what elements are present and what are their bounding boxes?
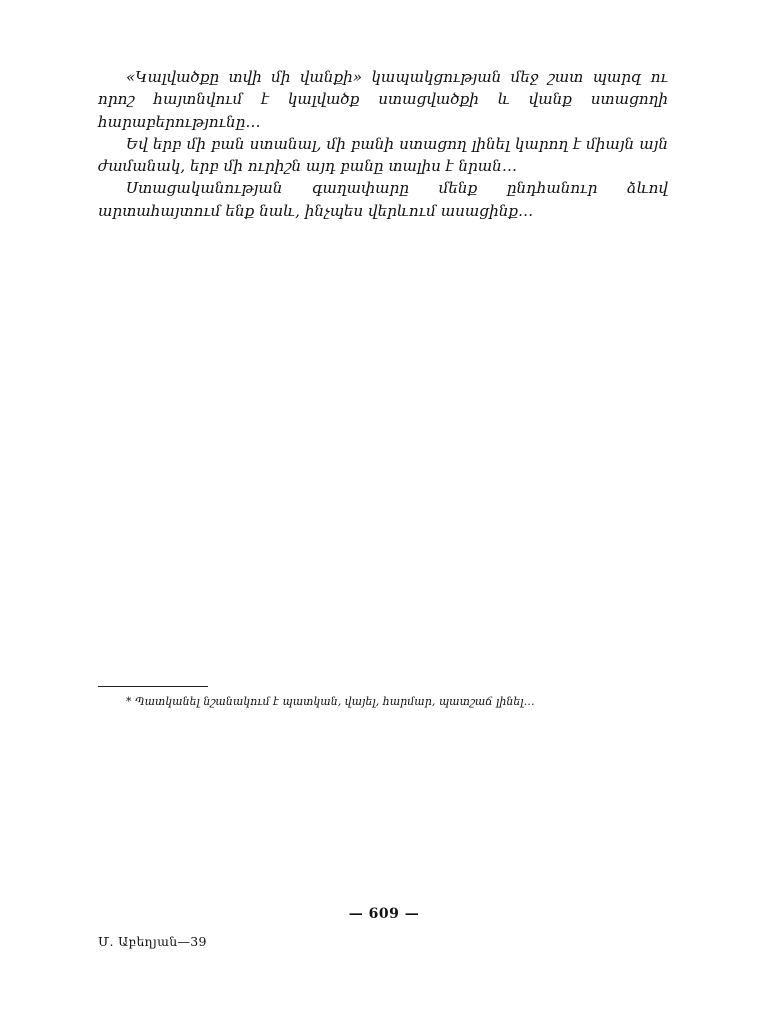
paragraph-3: Ստացականության գաղափարը մենք ընդհանուր ձևով արտահայտում ենք նաև, ինչպես վերևում ասացինք… <box>98 179 668 220</box>
paragraph-2: Եվ երբ մի բան ստանալ, մի բանի ստացող լինել կարող է միայն այն ժամանակ, երբ մի ուրիշն այդ բանը տալիս է նրան… <box>98 134 668 176</box>
footnote-text: * Պատկանել նշանակում է պատկան, վայել, հարմար, պատշաճ լինել… <box>126 695 535 708</box>
footnote <box>98 694 668 710</box>
footnote-divider <box>98 686 208 687</box>
page-number: — 609 — <box>348 906 420 922</box>
signature-mark: Մ. Աբեղյան—39 <box>98 934 207 949</box>
paragraph-1: «Կալվածքը տվի մի վանքի» կապակցության մեջ շատ պարզ ու որոշ հայտնվում է կալվածք ստացվածքի և վանք ստացողի հարաբերությունը… <box>98 68 668 131</box>
main-text <box>98 66 668 222</box>
